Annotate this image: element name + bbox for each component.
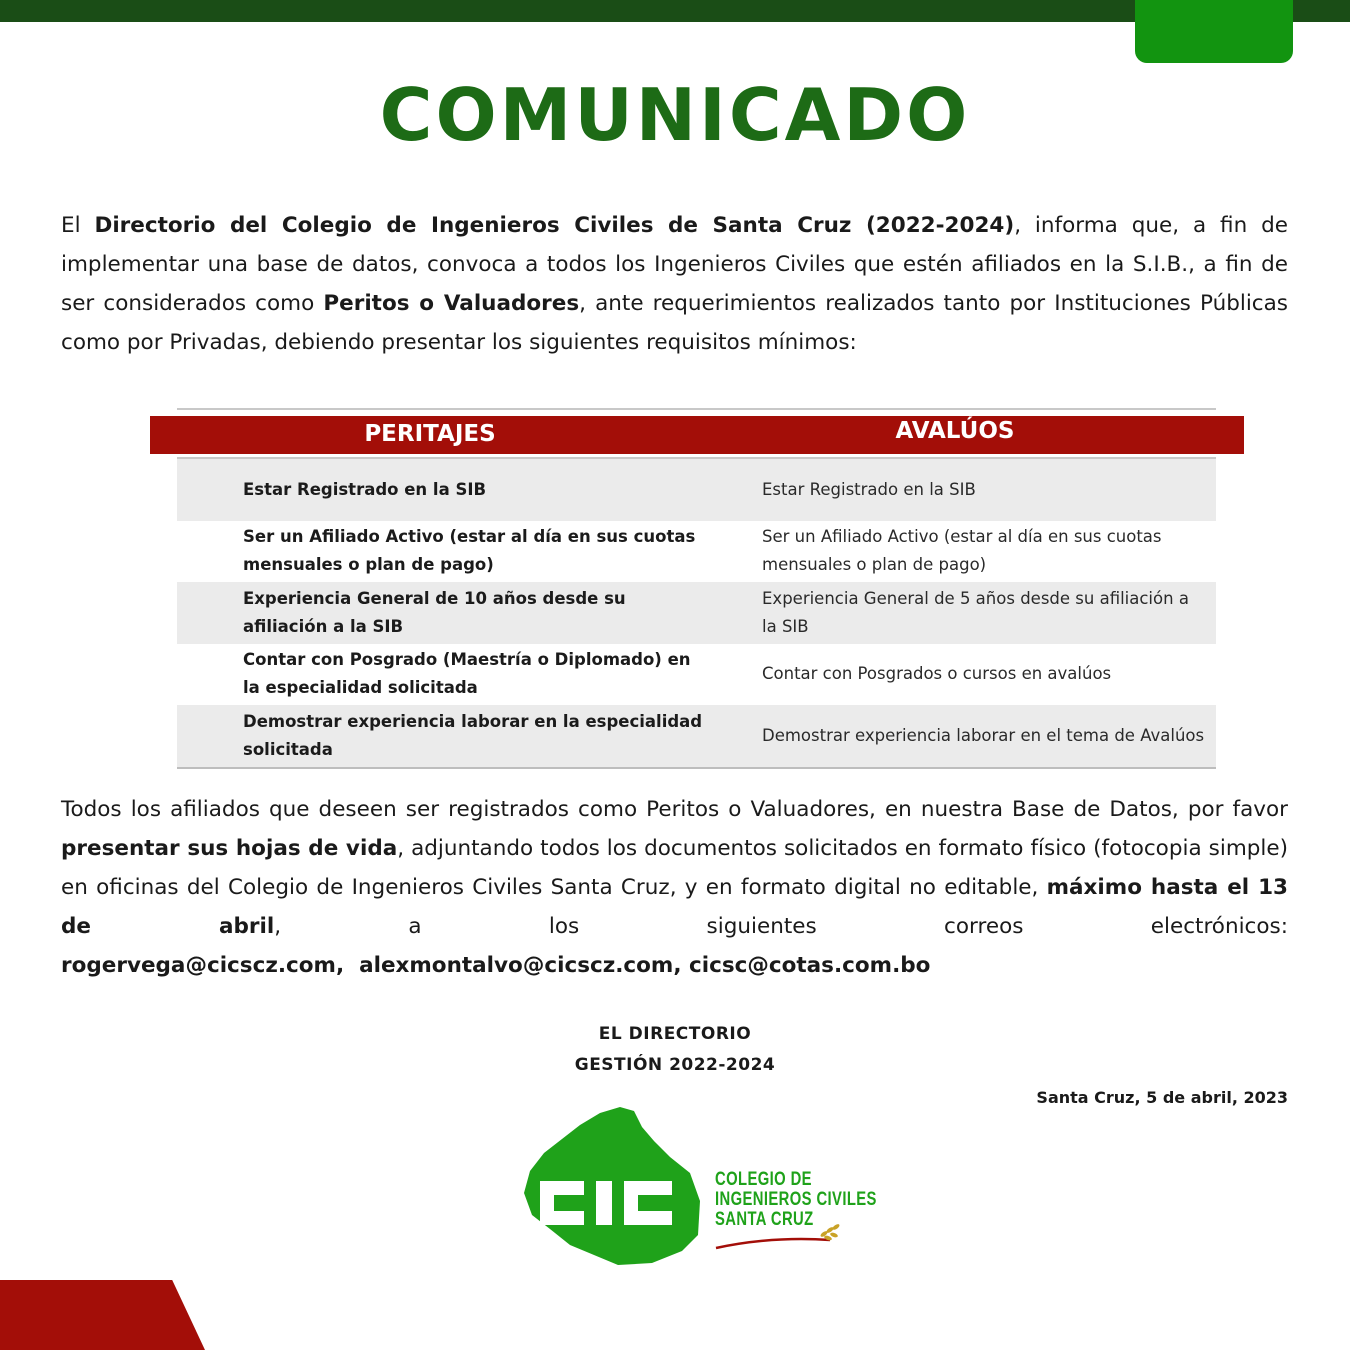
logo-swoosh-icon: [712, 1222, 862, 1252]
cic-logo-map: [522, 1105, 702, 1267]
signature-line-2: GESTIÓN 2022-2024: [574, 1055, 776, 1075]
logo-line-3: SANTA CRUZ: [715, 1209, 814, 1230]
page-title: COMUNICADO: [379, 73, 971, 157]
outro-text-3: , a los siguientes correos electrónicos:: [274, 914, 1288, 939]
header-peritajes: PERITAJES: [364, 421, 496, 447]
peritajes-cell: Ser un Afiliado Activo (estar al día en sus cuotas mensuales o plan de pago): [243, 527, 696, 575]
avaluos-cell: Experiencia General de 5 años desde su afiliación a la SIB: [762, 588, 1189, 636]
table-row: [177, 582, 1216, 644]
outro-paragraph: [61, 790, 1288, 985]
top-tab: [1135, 0, 1293, 63]
outro-text-2: , adjuntando todos los documentos solicitados en formato físico (fotocopia simple) en oficinas del Colegio de Ingenieros Civiles Santa Cruz, y en formato digital no editable,: [61, 836, 1289, 900]
peritajes-cell: Estar Registrado en la SIB: [243, 479, 487, 499]
logo-line-1: COLEGIO DE: [715, 1169, 812, 1190]
header-avaluos: AVALÚOS: [895, 418, 1015, 444]
peritajes-cell: Demostrar experiencia laborar en la especialidad solicitada: [243, 711, 703, 759]
outro-bold-2: máximo hasta el 13 de abril: [61, 875, 1289, 939]
signature-line-1: EL DIRECTORIO: [598, 1024, 752, 1044]
outro-text-1: Todos los afiliados que deseen ser registrados como Peritos o Valuadores, en nuestra Base de Datos, por favor: [61, 797, 1288, 822]
table-body: [177, 457, 1216, 769]
bottom-corner-shape: [0, 1280, 205, 1350]
table-divider: [177, 408, 1216, 410]
intro-bold-2: Peritos o Valuadores: [323, 291, 580, 316]
peritajes-cell: Contar con Posgrado (Maestría o Diplomado) en la especialidad solicitada: [243, 650, 691, 698]
table-row: [177, 521, 1216, 583]
logo-letters-text: CIC: [522, 1105, 524, 1106]
avaluos-cell: Demostrar experiencia laborar en el tema de Avalúos: [762, 725, 1205, 745]
table-row: [177, 459, 1216, 521]
intro-text-3: , ante requerimientos realizados tanto por Instituciones Públicas como por Privadas, debiendo presentar los siguientes requisitos mínimos:: [61, 291, 1288, 355]
peritajes-cell: Experiencia General de 10 años desde su afiliación a la SIB: [243, 588, 626, 636]
table-row: [177, 705, 1216, 767]
avaluos-cell: Contar con Posgrados o cursos en avalúos: [762, 664, 1112, 684]
intro-paragraph: [61, 206, 1288, 362]
logo-text: [715, 1170, 877, 1230]
table-row: [177, 644, 1216, 706]
logo-line-2: INGENIEROS CIVILES: [715, 1189, 877, 1210]
intro-bold-1: Directorio del Colegio de Ingenieros Civiles de Santa Cruz (2022-2024): [94, 213, 1015, 238]
table-header: [150, 416, 1244, 454]
issue-date: Santa Cruz, 5 de abril, 2023: [1036, 1088, 1288, 1107]
intro-text-1: El: [61, 213, 95, 238]
outro-bold-1: presentar sus hojas de vida: [61, 836, 398, 861]
avaluos-cell: Ser un Afiliado Activo (estar al día en sus cuotas mensuales o plan de pago): [762, 527, 1162, 575]
intro-text-2: , informa que, a fin de implementar una base de datos, convoca a todos los Ingenieros Civiles que estén afiliados en la S.I.B., a fin de ser considerados como: [61, 213, 1288, 316]
email-list[interactable]: rogervega@cicscz.com, alexmontalvo@cicscz.com, cicsc@cotas.com.bo: [61, 953, 931, 978]
avaluos-cell: Estar Registrado en la SIB: [762, 479, 976, 499]
